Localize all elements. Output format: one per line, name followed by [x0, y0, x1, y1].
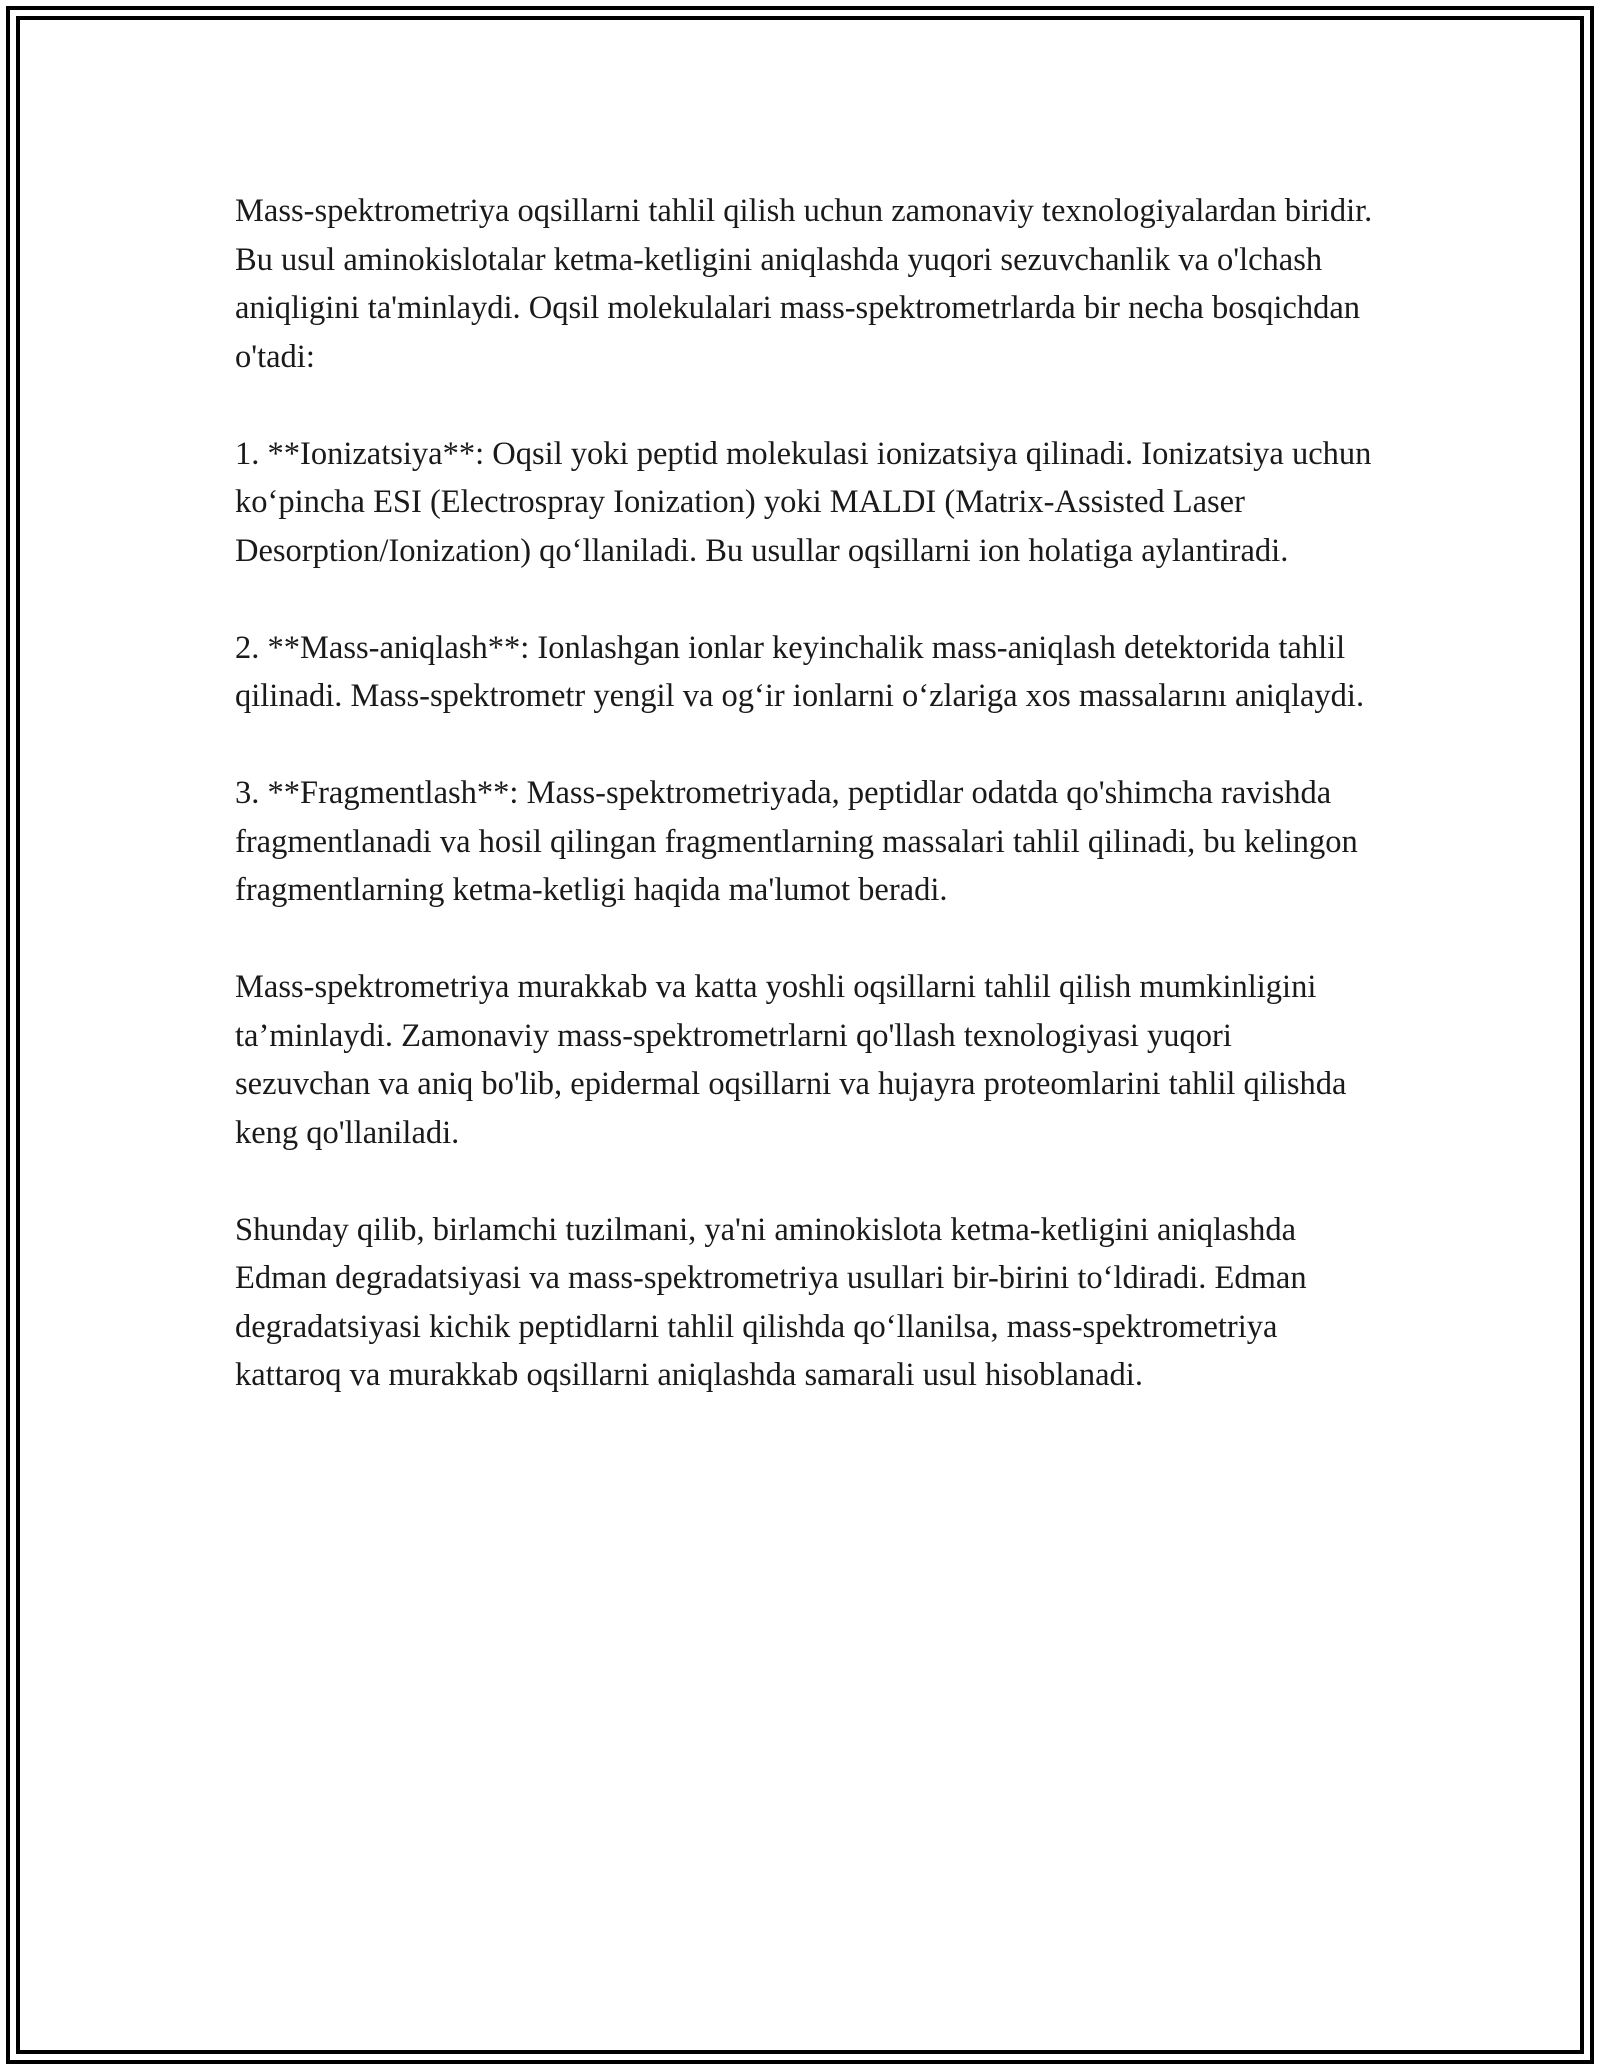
- paragraph-conclusion: Shunday qilib, birlamchi tuzilmani, ya'ni aminokislota ketma-ketligini aniqlashda Edman degradatsiyasi va mass-spektrometriya usullari bir-birini to‘ldiradi. Edman degradatsiyasi kichik peptidlarni tahlil qilishda qo‘llanilsa, mass-spektrometriya kattaroq va murakkab oqsillarni aniqlashda samarali usul hisoblanadi.: [235, 1211, 1307, 1393]
- paragraph-fragmentation: 3. **Fragmentlash**: Mass-spektrometriyada, peptidlar odatda qo'shimcha ravishda fragmentlanadi va hosil qilingan fragmentlarning massalari tahlil qilinadi, bu kelingon fragmentlarning ketma-ketligi haqida ma'lumot beradi.: [235, 775, 1358, 908]
- document-body: [235, 187, 1375, 1448]
- paragraph-intro: Mass-spektrometriya oqsillarni tahlil qilish uchun zamonaviy texnologiyalardan biridir. Bu usul aminokislotalar ketma-ketligini aniqlashda yuqori sezuvchanlik va o'lchash aniqligini ta'minlaydi. Oqsil molekulalari mass-spektrometrlarda bir necha bosqichdan o'tadi:: [235, 193, 1373, 375]
- paragraph-applications: Mass-spektrometriya murakkab va katta yoshli oqsillarni tahlil qilish mumkinligini ta’minlaydi. Zamonaviy mass-spektrometrlarni qo'llash texnologiyasi yuqori sezuvchan va aniq bo'lib, epidermal oqsillarni va hujayra proteomlarini tahlil qilishda keng qo'llaniladi.: [235, 969, 1347, 1151]
- paragraph-ionization: 1. **Ionizatsiya**: Oqsil yoki peptid molekulasi ionizatsiya qilinadi. Ionizatsiya uchun ko‘pincha ESI (Electrospray Ionization) yoki MALDI (Matrix-Assisted Laser Desorption/Ionization) qo‘llaniladi. Bu usullar oqsillarni ion holatiga aylantiradi.: [235, 435, 1372, 569]
- paragraph-mass-detection: 2. **Mass-aniqlash**: Ionlashgan ionlar keyinchalik mass-aniqlash detektorida tahlil qilinadi. Mass-spektrometr yengil va og‘ir ionlarni o‘zlariga xos massalarını aniqlaydi.: [235, 629, 1365, 714]
